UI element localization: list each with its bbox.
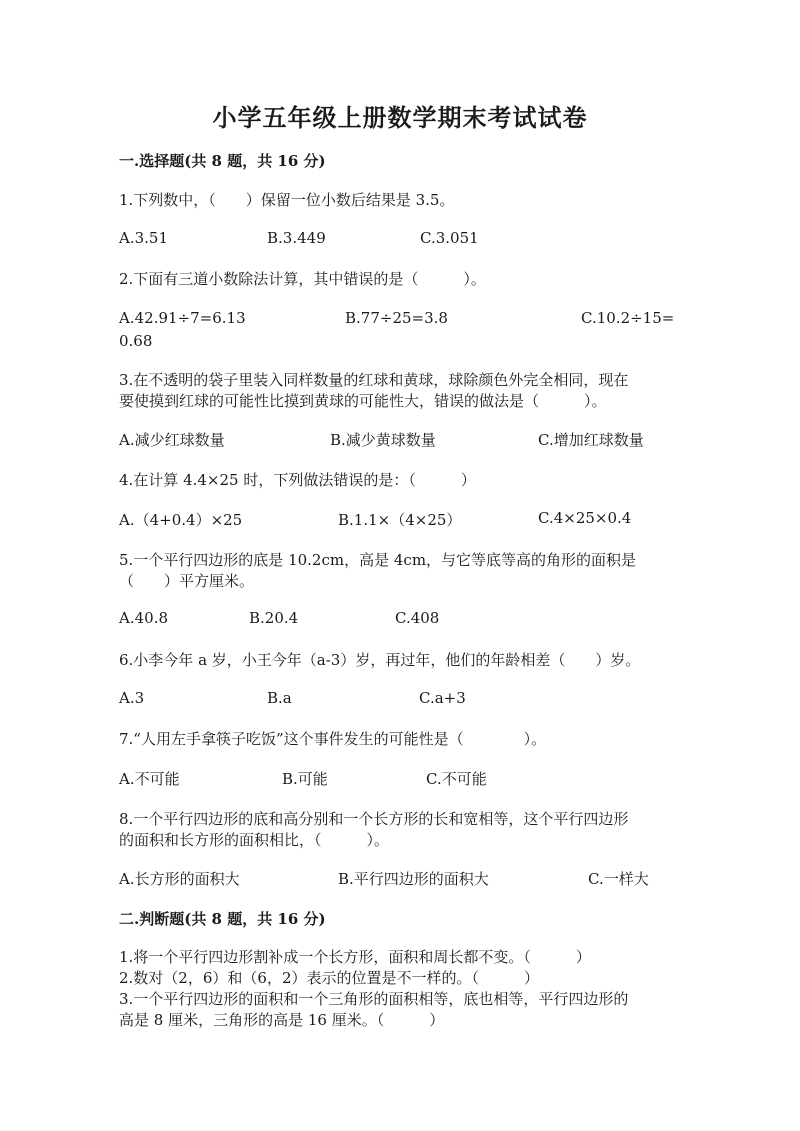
question-7-option-a: A.不可能 bbox=[119, 770, 180, 788]
question-6-option-a: A.3 bbox=[119, 689, 145, 707]
question-4-option-a: A.（4+0.4）×25 bbox=[119, 511, 243, 529]
question-5-option-b: B.20.4 bbox=[249, 609, 299, 627]
question-4-stem: 4.在计算 4.4×25 时，下列做法错误的是：（ ） bbox=[119, 471, 476, 489]
question-1-option-a: A.3.51 bbox=[119, 229, 168, 247]
question-2-option-c-continued: 0.68 bbox=[119, 332, 153, 350]
question-4-option-b: B.1.1×（4×25） bbox=[338, 511, 462, 529]
question-2-stem: 2.下面有三道小数除法计算，其中错误的是（ ）。 bbox=[119, 270, 486, 288]
question-5-stem-line-1: 5.一个平行四边形的底是 10.2cm，高是 4cm，与它等底等高的角形的面积是 bbox=[119, 551, 637, 569]
question-8-option-c: C.一样大 bbox=[588, 870, 649, 888]
judgement-item-3-line-2: 高是 8 厘米，三角形的高是 16 厘米。（ ） bbox=[119, 1011, 445, 1029]
section-heading-choice: 一.选择题(共 8 题，共 16 分) bbox=[119, 152, 326, 170]
question-7-option-b: B.可能 bbox=[282, 770, 328, 788]
question-7-option-c: C.不可能 bbox=[426, 770, 487, 788]
question-1-stem: 1.下列数中，（ ）保留一位小数后结果是 3.5。 bbox=[119, 191, 455, 209]
question-6-stem: 6.小李今年 a 岁，小王今年（a-3）岁，再过年，他们的年龄相差（ ）岁。 bbox=[119, 651, 641, 669]
question-3-stem-line-2: 要使摸到红球的可能性比摸到黄球的可能性大，错误的做法是（ ）。 bbox=[119, 392, 607, 410]
question-2-option-a: A.42.91÷7=6.13 bbox=[119, 309, 246, 327]
question-2-option-c: C.10.2÷15= bbox=[581, 309, 675, 327]
question-6-option-b: B.a bbox=[267, 689, 292, 707]
question-7-stem: 7.“人用左手拿筷子吃饭”这个事件发生的可能性是（ ）。 bbox=[119, 730, 547, 748]
question-5-option-c: C.408 bbox=[395, 609, 440, 627]
question-3-option-c: C.增加红球数量 bbox=[538, 431, 644, 449]
section-heading-judgement: 二.判断题(共 8 题，共 16 分) bbox=[119, 910, 326, 928]
question-5-option-a: A.40.8 bbox=[119, 609, 168, 627]
judgement-item-1: 1.将一个平行四边形割补成一个长方形，面积和周长都不变。（ ） bbox=[119, 948, 591, 966]
judgement-item-2: 2.数对（2，6）和（6，2）表示的位置是不一样的。（ ） bbox=[119, 969, 539, 987]
judgement-item-3-line-1: 3.一个平行四边形的面积和一个三角形的面积相等，底也相等，平行四边形的 bbox=[119, 990, 629, 1008]
question-8-stem-line-1: 8.一个平行四边形的底和高分别和一个长方形的长和宽相等，这个平行四边形 bbox=[119, 810, 629, 828]
question-1-option-b: B.3.449 bbox=[267, 229, 326, 247]
question-1-option-c: C.3.051 bbox=[420, 229, 479, 247]
page-title: 小学五年级上册数学期末考试试卷 bbox=[212, 103, 588, 132]
question-4-option-c: C.4×25×0.4 bbox=[538, 509, 632, 527]
question-3-option-a: A.减少红球数量 bbox=[119, 431, 225, 449]
question-2-option-b: B.77÷25=3.8 bbox=[345, 309, 448, 327]
question-5-stem-line-2: （ ）平方厘米。 bbox=[119, 572, 255, 590]
question-6-option-c: C.a+3 bbox=[419, 689, 466, 707]
question-8-option-a: A.长方形的面积大 bbox=[119, 870, 240, 888]
question-8-option-b: B.平行四边形的面积大 bbox=[338, 870, 489, 888]
question-3-option-b: B.减少黄球数量 bbox=[330, 431, 436, 449]
question-3-stem-line-1: 3.在不透明的袋子里装入同样数量的红球和黄球，球除颜色外完全相同，现在 bbox=[119, 371, 629, 389]
question-8-stem-line-2: 的面积和长方形的面积相比，（ ）。 bbox=[119, 831, 390, 849]
